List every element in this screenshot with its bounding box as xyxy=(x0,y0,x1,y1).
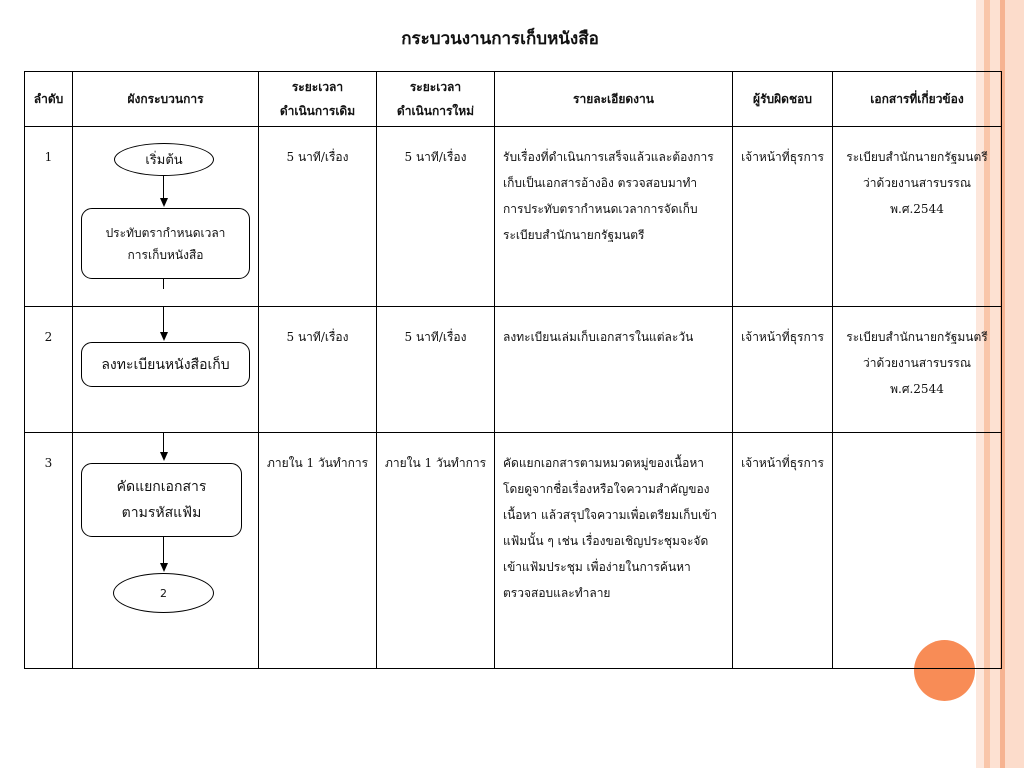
connector-line xyxy=(163,537,164,564)
header-order: ลำดับ xyxy=(25,72,73,127)
table-row xyxy=(25,127,1002,307)
process-box-register: ลงทะเบียนหนังสือเก็บ xyxy=(81,342,250,387)
process-box-sort: คัดแยกเอกสาร ตามรหัสแฟ้ม xyxy=(81,463,242,537)
flow-cell xyxy=(73,127,259,307)
responsible: เจ้าหน้าที่ธุรการ xyxy=(733,433,833,669)
row-number: 1 xyxy=(25,127,73,307)
process-box-stamp: ประทับตรากำหนดเวลา การเก็บหนังสือ xyxy=(81,208,250,279)
page-title: กระบวนงานการเก็บหนังสือ xyxy=(401,29,599,49)
process-table xyxy=(24,71,1002,669)
related-documents: ระเบียบสำนักนายกรัฐมนตรี ว่าด้วยงานสารบรรณ พ.ศ.2544 xyxy=(833,307,1002,433)
time-new: 5 นาที/เรื่อง xyxy=(377,307,495,433)
header-row xyxy=(25,72,1002,127)
connector-line xyxy=(163,433,164,453)
row-number: 2 xyxy=(25,307,73,433)
table-row xyxy=(25,433,1002,669)
header-documents: เอกสารที่เกี่ยวข้อง xyxy=(833,72,1002,127)
arrow-down-icon xyxy=(160,332,168,341)
time-old: 5 นาที/เรื่อง xyxy=(259,127,377,307)
flow-cell xyxy=(73,433,259,669)
flow-cell xyxy=(73,307,259,433)
arrow-down-icon xyxy=(160,198,168,207)
header-responsible: ผู้รับผิดชอบ xyxy=(733,72,833,127)
arrow-down-icon xyxy=(160,563,168,572)
header-flow: ผังกระบวนการ xyxy=(73,72,259,127)
detail: รับเรื่องที่ดำเนินการเสร็จแล้วและต้องการ เก็บเป็นเอกสารอ้างอิง ตรวจสอบมาทำ การประทับตรากำหนดเวลาการจัดเก็บ ระเบียบสำนักนายกรัฐมนตรี xyxy=(495,127,733,307)
time-new: ภายใน 1 วันทำการ xyxy=(377,433,495,669)
responsible: เจ้าหน้าที่ธุรการ xyxy=(733,307,833,433)
table-row xyxy=(25,307,1002,433)
connector-line xyxy=(163,307,164,333)
row-number: 3 xyxy=(25,433,73,669)
time-old: 5 นาที/เรื่อง xyxy=(259,307,377,433)
connector-line xyxy=(163,279,164,289)
related-documents xyxy=(833,433,1002,669)
related-documents: ระเบียบสำนักนายกรัฐมนตรี ว่าด้วยงานสารบรรณ พ.ศ.2544 xyxy=(833,127,1002,307)
time-new: 5 นาที/เรื่อง xyxy=(377,127,495,307)
connector-oval: 2 xyxy=(113,573,214,613)
header-detail: รายละเอียดงาน xyxy=(495,72,733,127)
header-time-old: ระยะเวลา ดำเนินการเดิม xyxy=(259,72,377,127)
time-old: ภายใน 1 วันทำการ xyxy=(259,433,377,669)
detail: คัดแยกเอกสารตามหมวดหมู่ของเนื้อหา โดยดูจากชื่อเรื่องหรือใจความสำคัญของ เนื้อหา แล้วสรุปใจความเพื่อเตรียมเก็บเข้า แฟ้มนั้น ๆ เช่น เรื่องขอเชิญประชุมจะจัด เข้าแฟ้มประชุม เพื่อง่ายในการค้นหา ตรวจสอบและทำลาย xyxy=(495,433,733,669)
connector-line xyxy=(163,176,164,198)
responsible: เจ้าหน้าที่ธุรการ xyxy=(733,127,833,307)
start-oval: เริ่มต้น xyxy=(114,143,214,176)
arrow-down-icon xyxy=(160,452,168,461)
detail: ลงทะเบียนเล่มเก็บเอกสารในแต่ละวัน xyxy=(495,307,733,433)
header-time-new: ระยะเวลา ดำเนินการใหม่ xyxy=(377,72,495,127)
